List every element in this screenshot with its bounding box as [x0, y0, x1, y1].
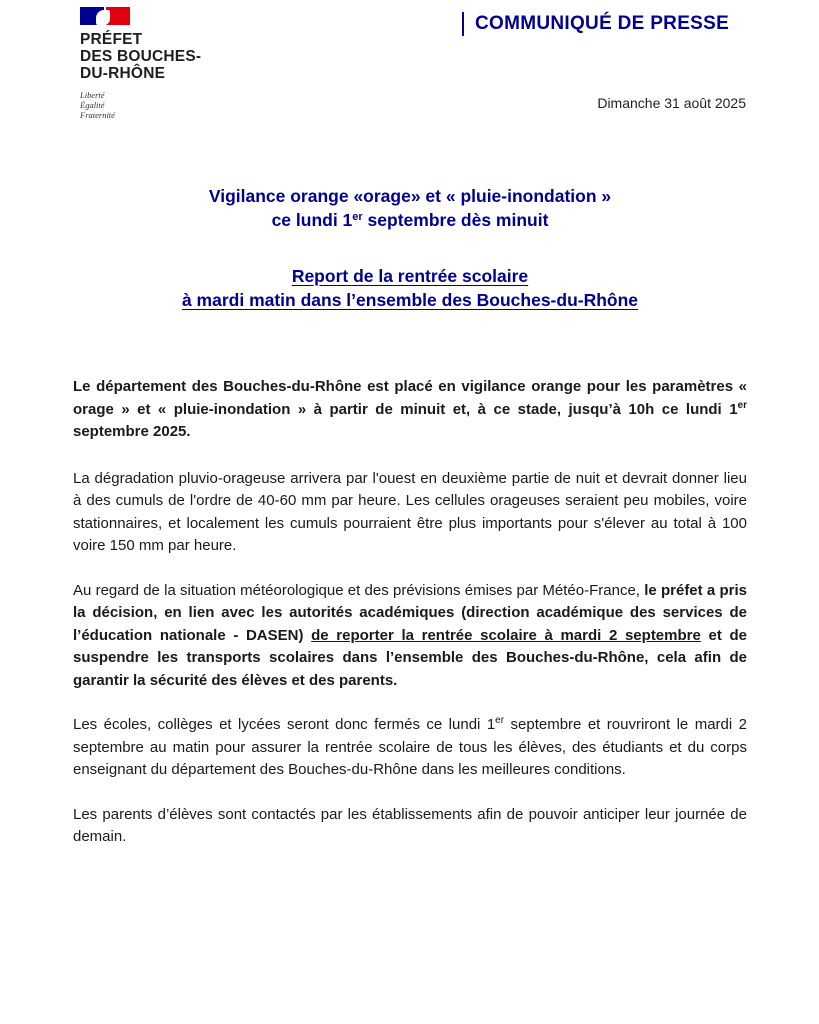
press-release-body: [73, 376, 747, 871]
paragraph-bold-text: le préfet a pris la décision, en lien avec les autorités académiques (direction académique des services de l’éducation nationale - DASEN): [73, 581, 747, 644]
superscript: er: [737, 399, 747, 411]
subtitle-line-2: à mardi matin dans l’ensemble des Bouches-du-Rhône: [181, 290, 639, 310]
prefecture-name-line: DES BOUCHES-: [80, 48, 202, 65]
subtitle-line-1: Report de la rentrée scolaire: [291, 266, 529, 286]
motto-line: Égalité: [80, 100, 105, 110]
paragraph-text: septembre 2025.: [73, 423, 191, 440]
page-subtitle: [60, 264, 760, 312]
prefecture-name: [80, 31, 250, 82]
paragraph-schools: [73, 714, 747, 782]
motto-line: Liberté: [80, 90, 105, 100]
marianne-logo: [80, 7, 130, 25]
document-type-header: COMMUNIQUÉ DE PRESSE: [462, 12, 729, 36]
paragraph-text: septembre et rouvriront le mardi 2 septembre au matin pour assurer la rentrée scolaire de tous les élèves, des étudiants et du corps enseignant du département des Bouches-du-Rhône dans les meilleures conditions.: [73, 716, 747, 778]
title-text: ce lundi 1: [271, 210, 353, 230]
title-text: septembre dès minuit: [362, 210, 549, 230]
motto-line: Fraternité: [80, 110, 115, 120]
page-title: [60, 184, 760, 232]
superscript: er: [495, 715, 505, 726]
paragraph-text: Les écoles, collèges et lycées seront donc fermés ce lundi 1: [73, 716, 496, 733]
paragraph-decision: [73, 580, 747, 693]
paragraph-parents: Les parents d’élèves sont contactés par les établissements afin de pouvoir anticiper leur journée de demain.: [73, 805, 747, 845]
paragraph-bold-text: et de suspendre les transports scolaires dans l’ensemble des Bouches-du-Rhône, cela afin de garantir la sécurité des élèves et des parents.: [73, 626, 747, 689]
prefecture-name-line: PRÉFET: [80, 31, 143, 48]
paragraph-underlined-text: de reporter la rentrée scolaire à mardi 2 septembre: [311, 626, 701, 644]
marianne-profile-icon: [96, 10, 110, 25]
title-line-2: [60, 208, 760, 232]
publication-date: Dimanche 31 août 2025: [597, 95, 746, 111]
paragraph-text: Le département des Bouches-du-Rhône est placé en vigilance orange pour les paramètres « orage » et « pluie-inondation » à partir de minuit et, à ce stade, jusqu’à 10h ce lundi 1: [73, 378, 747, 418]
paragraph-vigilance: [73, 376, 747, 444]
paragraph-forecast: La dégradation pluvio-orageuse arrivera par l'ouest en deuxième partie de nuit et devrait donner lieu à des cumuls de l'ordre de 40-60 mm par heure. Les cellules orageuses seraient peu mobiles, voire stationnaires, et localement les cumuls pourraient être plus importants pour s'élever au total à 100 voire 150 mm par heure.: [73, 469, 747, 554]
title-superscript: er: [352, 211, 363, 223]
republic-motto: [80, 90, 115, 120]
paragraph-text: Au regard de la situation météorologique et des prévisions émises par Météo-France,: [73, 581, 645, 599]
prefecture-name-line: DU-RHÔNE: [80, 65, 166, 82]
title-line-1: Vigilance orange «orage» et « pluie-inondation »: [208, 186, 612, 206]
